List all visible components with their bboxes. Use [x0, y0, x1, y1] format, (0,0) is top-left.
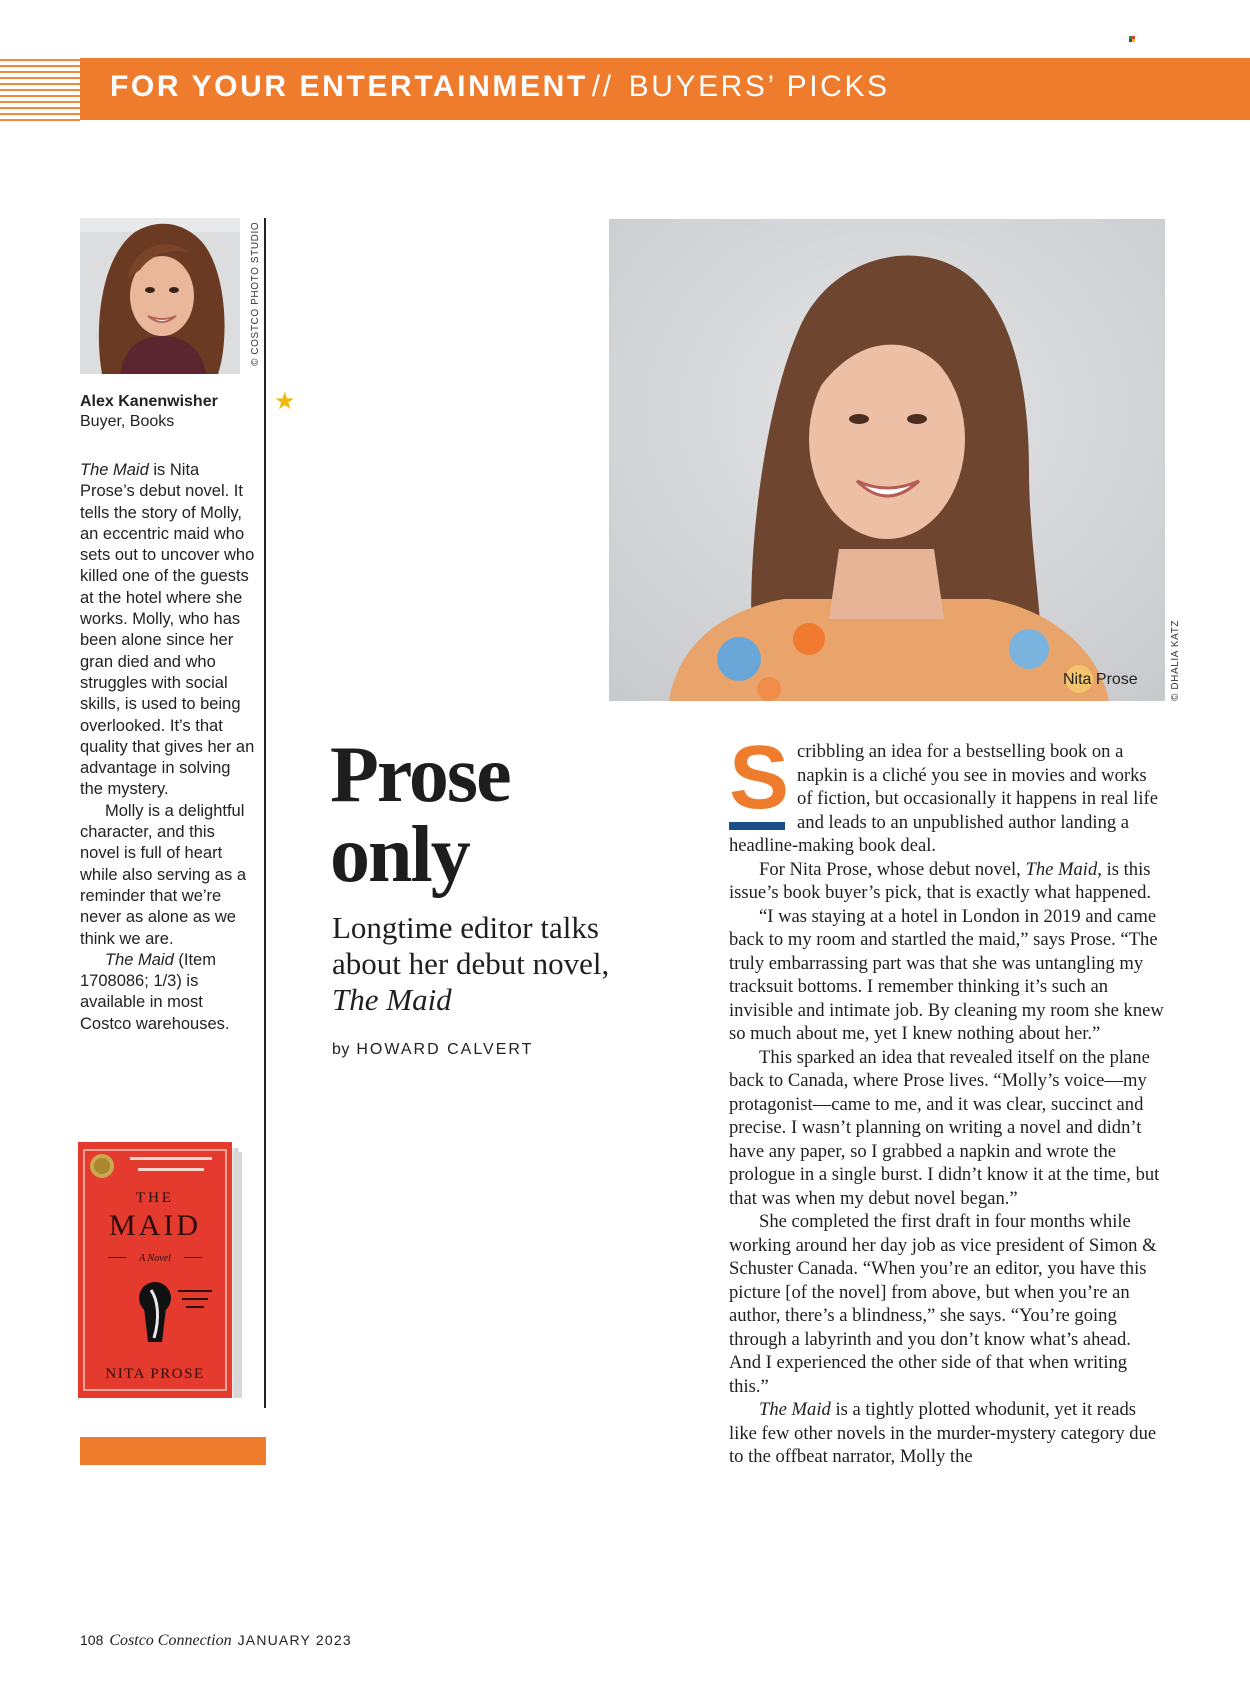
- cover-subtitle: A Novel: [139, 1253, 171, 1264]
- page-number: 108: [80, 1632, 104, 1648]
- article-body: [729, 728, 1165, 1469]
- buyer-photo: [80, 218, 240, 374]
- buyer-role: Buyer, Books: [80, 413, 175, 430]
- book-cover: [78, 1140, 248, 1402]
- review-paragraph: Molly is a delightful character, and this novel is full of heart while also serving as a reminder that we’re never as alone as we think we are.: [80, 801, 246, 948]
- author-photo-credit: © DHALIA KATZ: [1170, 619, 1181, 701]
- magazine-name: Costco Connection: [109, 1632, 232, 1649]
- article-deck: Longtime editor talks about her debut novel, The Maid: [332, 910, 652, 1018]
- article-paragraph: This sparked an idea that revealed itself on the plane back to Canada, where Prose lives. “Molly’s voice—my protagonist—came to me, and it was clear, succinct and precise. I wasn’t planning on writing a novel and didn’t have any paper, so I grabbed a napkin and wrote the prologue in a single burst. I didn’t know it at the time, but that was when my debut novel began.”: [729, 1046, 1160, 1209]
- cover-the: THE: [135, 1190, 175, 1206]
- deck-book-title: The Maid: [332, 982, 452, 1017]
- issue-date: JANUARY 2023: [237, 1632, 352, 1648]
- buyer-photo-credit: © COSTCO PHOTO STUDIO: [250, 221, 261, 366]
- author-photo: [609, 219, 1165, 701]
- buyer-review: [80, 460, 256, 1035]
- drop-cap: S: [729, 728, 790, 828]
- article-paragraph: For Nita Prose, whose debut novel, The Maid, is this issue’s book buyer’s pick, that is exactly what happened.: [729, 858, 1152, 903]
- article-paragraph: The Maid is a tightly plotted whodunit, yet it reads like few other novels in the murder-mystery category due to the offbeat narrator, Molly the: [729, 1399, 1157, 1467]
- review-paragraph: The Maid is Nita Prose’s debut novel. It tells the story of Molly, an eccentric maid who sets out to uncover who killed one of the guests at the hotel where she works. Molly, who has been alone since her gran died and who struggles with social skills, is used to being overlooked. It’s that quality that gives her an advantage in solving the mystery.: [80, 461, 255, 799]
- headline-line: Prose: [330, 731, 510, 819]
- review-paragraph: The Maid (Item 1708086; 1/3) is available in most Costco warehouses.: [80, 950, 230, 1033]
- cover-author: NITA PROSE: [105, 1366, 205, 1382]
- cover-title: MAID: [109, 1209, 201, 1242]
- buyer-name: Alex Kanenwisher: [80, 393, 218, 410]
- sidebar-divider: [264, 218, 266, 1408]
- star-icon: ★: [274, 388, 296, 415]
- section-separator: //: [591, 70, 614, 103]
- page-footer: [80, 1632, 352, 1650]
- byline: by HOWARD CALVERT: [332, 1041, 534, 1058]
- book-title: The Maid: [80, 461, 149, 479]
- section-name: FOR YOUR ENTERTAINMENT: [110, 70, 588, 103]
- book-title: The Maid: [105, 950, 174, 969]
- article-paragraph: “I was staying at a hotel in London in 2019 and came back to my room and startled the maid,” says Prose. “The truly embarrassing part was that she was untangling my tracksuit bottoms. I remember thinking it’s such an invisible and intimate job. By cleaning my room she knew so much about me, yet I knew nothing about her.”: [729, 905, 1164, 1044]
- subsection-name: BUYERS’ PICKS: [628, 70, 890, 103]
- banner-stripes: [0, 55, 80, 121]
- article-paragraph: She completed the first draft in four months while working around her day job as vice president of Simon & Schuster Canada. “When you’re an editor, you have this picture [of the novel] from above, but when you’re an author, there’s a blindness,” she says. “You’re going through a labyrinth and you don’t know what’s ahead. And I experienced the other side of that when writing this.”: [729, 1211, 1157, 1397]
- article-headline: [330, 731, 510, 899]
- sidebar-accent-bar: [80, 1437, 266, 1465]
- section-title: [110, 70, 890, 104]
- headline-line: only: [330, 811, 469, 899]
- color-registration-mark: [1129, 36, 1136, 43]
- author-name: HOWARD CALVERT: [356, 1041, 534, 1058]
- author-photo-caption: Nita Prose: [1063, 671, 1138, 688]
- article-paragraph: Scribbling an idea for a bestselling book on a napkin is a cliché you see in movies and works of fiction, but occasionally it happens in real life and leads to an unpublished author landing a headline-making book deal.: [729, 728, 1158, 856]
